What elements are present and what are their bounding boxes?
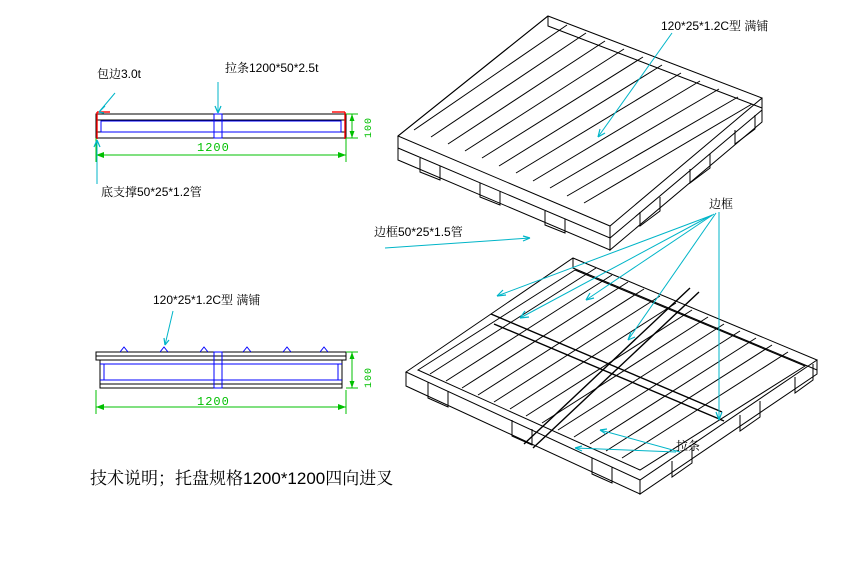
leader-bottom-support: [94, 140, 100, 184]
dimension-top-height: 100: [364, 116, 375, 138]
label-deck-top-right: 120*25*1.2C型 满铺: [661, 19, 769, 33]
mid-left-section-view: [96, 347, 346, 388]
leader-deck-mid-left: [164, 311, 173, 345]
label-deck-mid-left: 120*25*1.2C型 满铺: [153, 293, 261, 307]
top-left-inner-blue: [101, 121, 341, 132]
dimension-top-1200: 1200: [197, 141, 230, 155]
leader-tie-bar-top: [215, 82, 221, 113]
top-left-section-view: [96, 114, 346, 138]
leader-edge-wrap: [99, 93, 115, 113]
label-frame-tube: 边框50*25*1.5管: [374, 225, 463, 239]
top-left-end-caps: [97, 112, 345, 139]
leader-tie-bar-bottom: [575, 429, 680, 452]
dimension-mid-1200: 1200: [197, 395, 230, 409]
label-tie-bar-bottom: 拉条: [676, 439, 701, 453]
dimension-mid-height: 100: [364, 366, 375, 388]
label-edge-wrap: 包边3.0t: [97, 67, 142, 81]
mid-left-inner-blue: [100, 364, 342, 380]
iso-bottom-pallet: [406, 258, 817, 494]
iso-top-pallet: [398, 16, 762, 250]
label-bottom-support: 底支撑50*25*1.2管: [101, 185, 202, 199]
dimension-line-top-height: [346, 114, 358, 138]
tech-note: 技术说明；托盘规格1200*1200四向进叉: [90, 469, 394, 488]
label-tie-bar-top: 拉条1200*50*2.5t: [225, 61, 319, 75]
label-frame-short: 边框: [709, 197, 734, 211]
dimension-line-mid-height: [346, 352, 358, 388]
